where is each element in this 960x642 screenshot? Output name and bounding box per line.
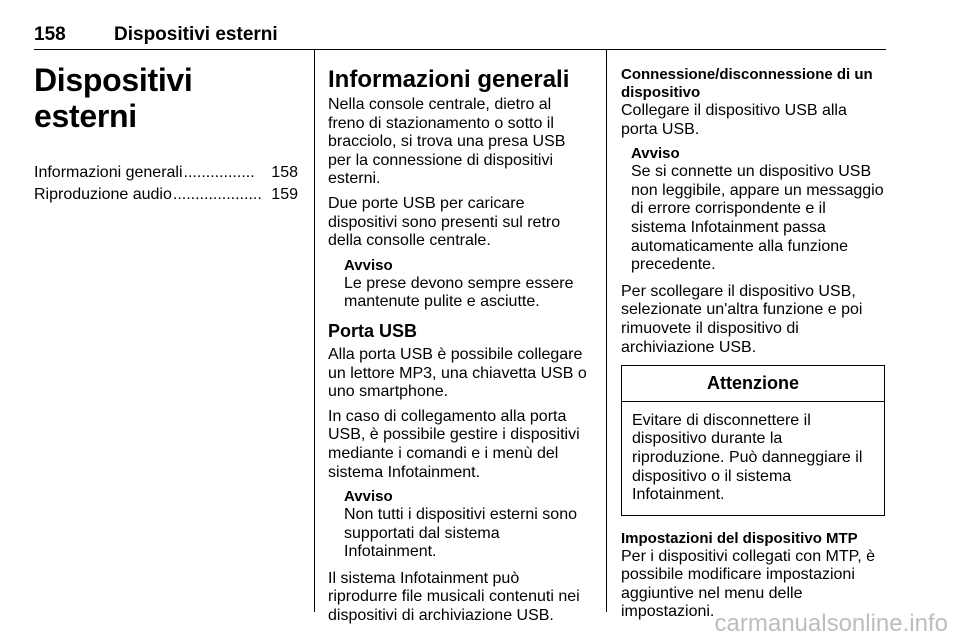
- column-divider-1: [314, 50, 315, 612]
- note-title: Avviso: [344, 488, 393, 506]
- left-column: [34, 62, 298, 207]
- toc-item-riproduzione-audio[interactable]: [34, 186, 298, 205]
- subsection-heading: Impostazioni del dispositivo MTP: [621, 529, 858, 547]
- section-heading: Informazioni generali: [328, 66, 570, 93]
- note-title: Avviso: [344, 256, 393, 274]
- warning-title: Attenzione: [622, 366, 884, 402]
- paragraph: Il sistema Infotainment può riprodurre file musicali contenuti nei dispositivi di archiviazione USB.: [328, 569, 580, 625]
- column-divider-2: [606, 50, 607, 612]
- note-box: [621, 145, 885, 275]
- note-text: Se si connette un dispositivo USB non leggibile, appare un messaggio di errore corrispondente e il sistema Infotainment passa automaticamente alla funzione precedente.: [631, 163, 884, 274]
- note-text: Le prese devono sempre essere mantenute pulite e asciutte.: [344, 274, 574, 311]
- subsection-heading: Connessione/disconnessione di un dispositivo: [621, 66, 873, 101]
- toc-item-page: 158: [271, 164, 298, 181]
- warning-text: Evitare di disconnettere il dispositivo durante la riproduzione. Può danneggiare il dispositivo o il sistema Infotainment.: [632, 411, 863, 504]
- toc-item-page: 159: [271, 185, 298, 203]
- paragraph: Due porte USB per caricare dispositivi sono presenti sul retro della consolle centrale.: [328, 194, 561, 250]
- paragraph: Per scollegare il dispositivo USB, selezionate un'altra funzione e poi rimuovete il dispositivo di archiviazione USB.: [621, 282, 863, 356]
- running-title: Dispositivi esterni: [114, 24, 278, 45]
- warning-box: [621, 365, 885, 516]
- paragraph: Per i dispositivi collegati con MTP, è possibile modificare impostazioni aggiuntive nel menu delle impostazioni.: [621, 547, 876, 621]
- page-number: 158: [34, 24, 66, 45]
- note-text: Non tutti i dispositivi esterni sono supportati dal sistema Infotainment.: [344, 506, 577, 561]
- note-title: Avviso: [631, 145, 680, 163]
- toc-leader-dots: ................: [183, 164, 255, 181]
- page-header: [34, 22, 886, 50]
- toc-item-label: Informazioni generali: [34, 164, 183, 181]
- watermark-text: carmanualsonline.info: [714, 610, 948, 637]
- paragraph: Nella console centrale, dietro al freno di stazionamento o sotto il bracciolo, si trova una presa USB per la connessione di dispositivi esterni.: [328, 96, 566, 188]
- toc-item-informazioni-generali[interactable]: [34, 164, 298, 183]
- subsection-heading: Porta USB: [328, 320, 418, 341]
- paragraph: Alla porta USB è possibile collegare un lettore MP3, una chiavetta USB o uno smartphone.: [328, 345, 587, 401]
- toc-leader-dots: ....................: [172, 185, 262, 203]
- right-column: [621, 66, 885, 628]
- toc-item-label: Riproduzione audio: [34, 185, 172, 203]
- note-box: [328, 257, 592, 312]
- chapter-title: Dispositivi esterni: [34, 62, 193, 134]
- header-rule: [34, 49, 886, 50]
- paragraph: Collegare il dispositivo USB alla porta USB.: [621, 102, 847, 138]
- note-box: [328, 488, 592, 562]
- paragraph: In caso di collegamento alla porta USB, è possibile gestire i dispositivi mediante i comandi e i menù del sistema Infotainment.: [328, 407, 580, 481]
- middle-column: [328, 66, 592, 632]
